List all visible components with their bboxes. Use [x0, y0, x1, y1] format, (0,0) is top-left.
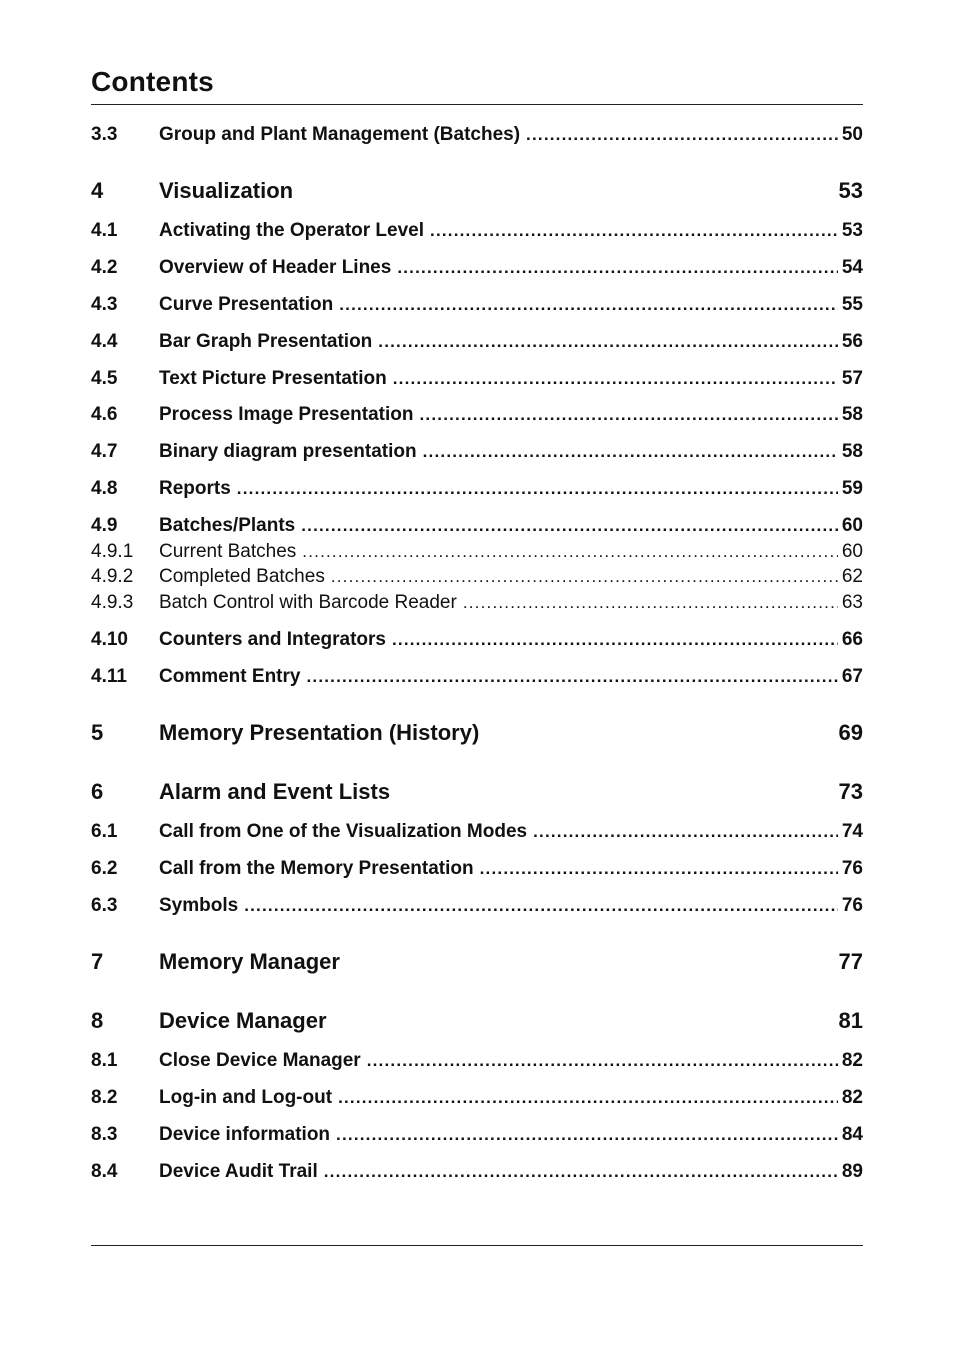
toc-entry-title: Batches/Plants	[159, 515, 296, 536]
toc-entry[interactable]	[91, 294, 863, 316]
toc-dot-leader	[336, 1125, 838, 1145]
toc-entry-page: 53	[838, 178, 863, 203]
toc-entry-number: 6.1	[91, 821, 118, 842]
toc-entry-title: Call from One of the Visualization Modes	[159, 821, 528, 842]
toc-dot-leader	[237, 479, 838, 499]
toc-entry-page: 56	[841, 331, 863, 352]
toc-entry-page: 66	[841, 629, 863, 650]
toc-entry-number: 4.5	[91, 368, 118, 389]
toc-entry-number: 4.10	[91, 629, 128, 650]
toc-entry-title: Binary diagram presentation	[159, 441, 417, 462]
toc-dot-leader	[392, 630, 838, 650]
toc-entry-title: Completed Batches	[159, 566, 325, 587]
toc-dot-leader	[244, 896, 838, 916]
toc-dot-leader	[378, 332, 838, 352]
toc-entry[interactable]	[91, 124, 863, 146]
toc-dot-leader	[397, 258, 838, 278]
toc-entry-page: 77	[838, 949, 863, 974]
toc-dot-leader	[338, 1088, 838, 1108]
toc-entry-page: 73	[838, 779, 863, 804]
toc-entry-title: Close Device Manager	[159, 1050, 361, 1071]
toc-dot-leader	[393, 369, 838, 389]
toc-entry-page: 74	[841, 821, 863, 842]
toc-entry-title: Symbols	[159, 895, 239, 916]
toc-dot-leader	[302, 542, 838, 562]
toc-entry-number: 7	[91, 949, 104, 974]
toc-dot-leader	[423, 442, 838, 462]
toc-entry[interactable]	[91, 1161, 863, 1183]
toc-entry[interactable]	[91, 821, 863, 843]
toc-entry-title: Bar Graph Presentation	[159, 331, 373, 352]
toc-entry[interactable]	[91, 515, 863, 537]
toc-entry[interactable]	[91, 178, 863, 204]
toc-entry-number: 4.7	[91, 441, 118, 462]
toc-entry-title: Comment Entry	[159, 666, 301, 687]
toc-entry-title: Memory Manager	[159, 949, 340, 974]
toc-entry-page: 60	[841, 515, 863, 536]
toc-entry-page: 63	[841, 592, 863, 613]
toc-entry-page: 84	[841, 1124, 863, 1145]
toc-entry[interactable]	[91, 1124, 863, 1146]
toc-entry-number: 6	[91, 779, 104, 804]
toc-entry-title: Alarm and Event Lists	[159, 779, 391, 804]
toc-entry-page: 89	[841, 1161, 863, 1182]
toc-entry-page: 76	[841, 858, 863, 879]
toc-entry-page: 67	[841, 666, 863, 687]
toc-entry-page: 50	[841, 124, 863, 145]
toc-entry[interactable]	[91, 629, 863, 651]
toc-entry[interactable]	[91, 1087, 863, 1109]
toc-dot-leader	[420, 405, 838, 425]
toc-entry-number: 4.6	[91, 404, 118, 425]
header-divider	[91, 104, 863, 105]
toc-entry-page: 55	[841, 294, 863, 315]
page-title: Contents	[91, 66, 214, 97]
toc-entry-title: Text Picture Presentation	[159, 368, 387, 389]
toc-entry-title: Counters and Integrators	[159, 629, 386, 650]
toc-entry-title: Visualization	[159, 178, 294, 203]
toc-entry-number: 4.4	[91, 331, 118, 352]
toc-dot-leader	[533, 822, 838, 842]
toc-dot-leader	[339, 295, 838, 315]
toc-dot-leader	[480, 859, 838, 879]
toc-entry-title: Batch Control with Barcode Reader	[159, 592, 457, 613]
toc-entry-number: 4.9.1	[91, 541, 134, 562]
toc-dot-leader	[324, 1162, 838, 1182]
toc-entry-number: 4.2	[91, 257, 118, 278]
toc-entry-number: 3.3	[91, 124, 118, 145]
toc-entry[interactable]	[91, 895, 863, 917]
toc-entry[interactable]	[91, 592, 863, 614]
toc-entry-page: 69	[838, 720, 863, 745]
toc-entry-number: 4	[91, 178, 104, 203]
toc-entry[interactable]	[91, 541, 863, 563]
footer-divider	[91, 1245, 863, 1246]
toc-entry-page: 53	[841, 220, 863, 241]
toc-entry[interactable]	[91, 404, 863, 426]
toc-entry-title: Process Image Presentation	[159, 404, 414, 425]
toc-entry-title: Memory Presentation (History)	[159, 720, 480, 745]
toc-entry-page: 58	[841, 441, 863, 462]
toc-entry-page: 59	[841, 478, 863, 499]
toc-entry-number: 4.8	[91, 478, 118, 499]
toc-entry[interactable]	[91, 1008, 863, 1034]
toc-entry[interactable]	[91, 566, 863, 588]
toc-entry-number: 6.3	[91, 895, 118, 916]
toc-entry[interactable]	[91, 331, 863, 353]
toc-entry[interactable]	[91, 441, 863, 463]
toc-entry-title: Call from the Memory Presentation	[159, 858, 474, 879]
toc-entry-number: 5	[91, 720, 104, 745]
toc-dot-leader	[526, 125, 838, 145]
toc-entry-title: Device information	[159, 1124, 331, 1145]
toc-entry-page: 60	[841, 541, 863, 562]
toc-entry[interactable]	[91, 478, 863, 500]
toc-entry-number: 4.9.3	[91, 592, 134, 613]
toc-entry[interactable]	[91, 220, 863, 242]
toc-entry-title: Group and Plant Management (Batches)	[159, 124, 521, 145]
toc-entry-page: 82	[841, 1050, 863, 1071]
toc-dot-leader	[463, 593, 838, 613]
toc-entry-title: Reports	[159, 478, 231, 499]
toc-entry-title: Device Manager	[159, 1008, 327, 1033]
toc-entry-page: 76	[841, 895, 863, 916]
toc-dot-leader	[430, 221, 838, 241]
toc-entry[interactable]	[91, 858, 863, 880]
toc-entry-title: Activating the Operator Level	[159, 220, 425, 241]
toc-entry[interactable]	[91, 779, 863, 805]
toc-entry[interactable]	[91, 666, 863, 688]
toc-entry-page: 58	[841, 404, 863, 425]
toc-dot-leader	[331, 567, 838, 587]
toc-dot-leader	[301, 516, 838, 536]
toc-entry-number: 8.3	[91, 1124, 118, 1145]
toc-entry-number: 8	[91, 1008, 104, 1033]
toc-entry-page: 82	[841, 1087, 863, 1108]
toc-entry-number: 6.2	[91, 858, 118, 879]
toc-entry-number: 4.9.2	[91, 566, 134, 587]
toc-dot-leader	[367, 1051, 838, 1071]
toc-entry-number: 8.2	[91, 1087, 118, 1108]
toc-entry[interactable]	[91, 257, 863, 279]
toc-entry-number: 8.4	[91, 1161, 118, 1182]
toc-entry-page: 62	[841, 566, 863, 587]
toc-entry-page: 57	[841, 368, 863, 389]
toc-entry[interactable]	[91, 1050, 863, 1072]
toc-entry-title: Current Batches	[159, 541, 297, 562]
toc-dot-leader	[306, 667, 837, 687]
toc-entry-number: 4.1	[91, 220, 118, 241]
toc-entry-title: Log-in and Log-out	[159, 1087, 333, 1108]
toc-entry-number: 4.3	[91, 294, 118, 315]
toc-entry[interactable]	[91, 720, 863, 746]
toc-entry[interactable]	[91, 949, 863, 975]
toc-entry-number: 4.9	[91, 515, 118, 536]
toc-entry-title: Overview of Header Lines	[159, 257, 392, 278]
toc-entry-title: Device Audit Trail	[159, 1161, 318, 1182]
toc-entry-number: 8.1	[91, 1050, 118, 1071]
toc-entry-page: 54	[841, 257, 863, 278]
toc-entry-number: 4.11	[91, 666, 127, 687]
toc-entry-title: Curve Presentation	[159, 294, 334, 315]
toc-entry[interactable]	[91, 368, 863, 390]
toc-entry-page: 81	[838, 1008, 863, 1033]
